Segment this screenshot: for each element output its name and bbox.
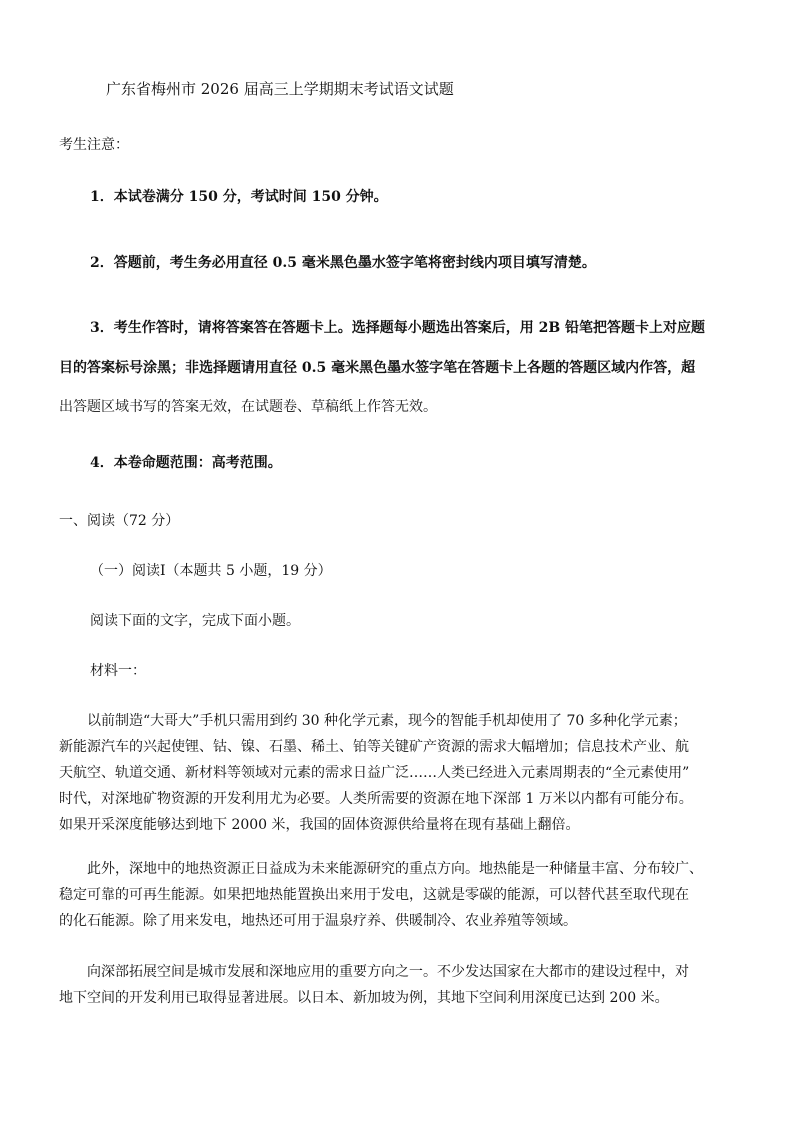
notice-item-2: 2．答题前，考生务必用直径 0.5 毫米黑色墨水签字笔将密封线内项目填写清楚。 [90, 255, 596, 271]
sub-section-heading: （一）阅读Ⅰ（本题共 5 小题，19 分） [90, 563, 332, 579]
page-title: 广东省梅州市 2026 届高三上学期期末考试语文试题 [106, 80, 454, 98]
paragraph-line: 向深部拓展空间是城市发展和深地应用的重要方向之一。不少发达国家在大都市的建设过程中，对 [87, 964, 689, 980]
paragraph-line: 新能源汽车的兴起使锂、钴、镍、石墨、稀土、铂等关键矿产资源的需求大幅增加；信息技术产业、航 [59, 739, 689, 755]
reading-instruction: 阅读下面的文字，完成下面小题。 [90, 613, 300, 629]
paragraph-line: 天航空、轨道交通、新材料等领域对元素的需求日益广泛……人类已经进入元素周期表的“全元素使用” [59, 765, 690, 781]
paragraph-line: 如果开采深度能够达到地下 2000 米，我国的固体资源供给量将在现有基础上翻倍。 [59, 817, 580, 833]
notice-item-3-line-1: 3．考生作答时，请将答案答在答题卡上。选择题每小题选出答案后，用 2B 铅笔把答题卡上对应题 [90, 320, 706, 336]
section-heading: 一、阅读（72 分） [59, 513, 180, 529]
paragraph-line: 以前制造“大哥大”手机只需用到约 30 种化学元素，现今的智能手机却使用了 70 多种化学元素； [87, 713, 687, 729]
notice-item-3-line-3: 出答题区域书写的答案无效，在试题卷、草稿纸上作答无效。 [59, 399, 437, 415]
notice-heading: 考生注意： [59, 137, 129, 153]
notice-item-4: 4．本卷命题范围：高考范围。 [90, 455, 282, 471]
paragraph-line: 地下空间的开发利用已取得显著进展。以日本、新加坡为例，其地下空间利用深度已达到 200 米。 [59, 990, 669, 1006]
notice-item-3-line-2: 目的答案标号涂黑；非选择题请用直径 0.5 毫米黑色墨水签字笔在答题卡上各题的答题区域内作答，超 [59, 360, 696, 376]
paragraph-line: 此外，深地中的地热资源正日益成为未来能源研究的重点方向。地热能是一种储量丰富、分布较广、 [87, 861, 703, 877]
paragraph-line: 稳定可靠的可再生能源。如果把地热能置换出来用于发电，这就是零碳的能源，可以替代甚至取代现在 [59, 887, 689, 903]
material-label: 材料一： [90, 663, 146, 679]
notice-item-1: 1．本试卷满分 150 分，考试时间 150 分钟。 [90, 189, 388, 205]
paragraph-line: 时代，对深地矿物资源的开发利用尤为必要。人类所需要的资源在地下深部 1 万米以内都有可能分布。 [59, 791, 693, 807]
paragraph-line: 的化石能源。除了用来发电，地热还可用于温泉疗养、供暖制冷、农业养殖等领域。 [59, 913, 577, 929]
